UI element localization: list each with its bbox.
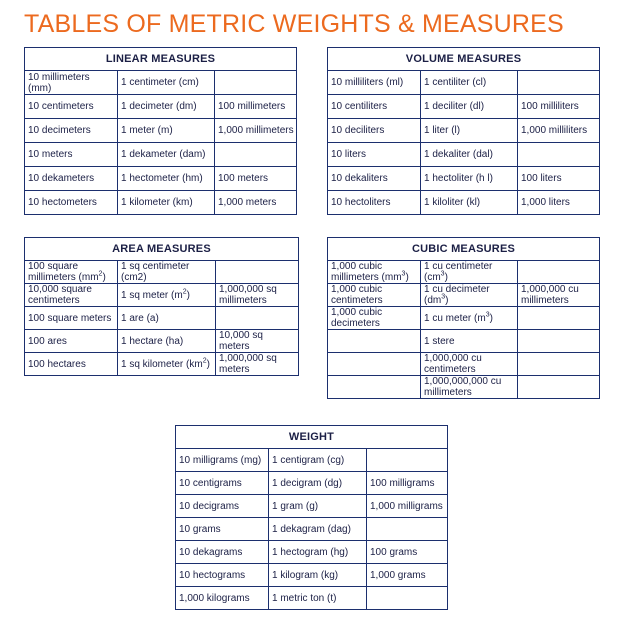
table-header: VOLUME MEASURES [328, 48, 600, 71]
table-cell [367, 518, 448, 541]
table-cell [518, 307, 600, 330]
table-row [328, 261, 600, 284]
table-cell: 1,000 liters [518, 191, 600, 215]
table-cell: 1,000,000 sq millimeters [216, 284, 299, 307]
table-row [328, 376, 600, 399]
table-row [176, 518, 448, 541]
table-cell: 10 dekagrams [176, 541, 269, 564]
table-cell: 10 milliliters (ml) [328, 71, 421, 95]
table-row [328, 307, 600, 330]
table-cell [421, 284, 518, 307]
cell-text: ) [102, 272, 106, 283]
table-row [25, 330, 299, 353]
superscript: 2 [182, 288, 187, 296]
table-cell: 10,000 square centimeters [25, 284, 118, 307]
table-row [328, 167, 600, 191]
table-cell: 10 liters [328, 143, 421, 167]
table-cell: 1 dekaliter (dal) [421, 143, 518, 167]
cell-text: ) [445, 295, 449, 306]
table-row [176, 564, 448, 587]
table-cell: 10 dekameters [25, 167, 118, 191]
table-cell: 10 centimeters [25, 95, 118, 119]
table-cell: 1 sq centimeter (cm2) [118, 261, 216, 284]
table-cell: 10,000 sq meters [216, 330, 299, 353]
table-cell: 10 hectometers [25, 191, 118, 215]
table-cell: 1,000 grams [367, 564, 448, 587]
table-cell: 1,000 cubic decimeters [328, 307, 421, 330]
table-cell [421, 307, 518, 330]
table-cell [367, 587, 448, 610]
table-cell: 1,000,000 cu millimeters [518, 284, 600, 307]
table-cell: 1 gram (g) [269, 495, 367, 518]
table-cell [518, 261, 600, 284]
table-cell: 100 millimeters [215, 95, 297, 119]
table-cell [328, 376, 421, 399]
table-cell: 1,000,000,000 cu millimeters [421, 376, 518, 399]
table-cell: 1 meter (m) [118, 119, 215, 143]
table-cell: 1 centimeter (cm) [118, 71, 215, 95]
table-cell: 10 decigrams [176, 495, 269, 518]
table-row [176, 587, 448, 610]
table-cell [215, 71, 297, 95]
table-cell: 100 square meters [25, 307, 118, 330]
table-cell [118, 353, 216, 376]
table-cell: 10 decimeters [25, 119, 118, 143]
table-row [25, 95, 297, 119]
superscript: 3 [440, 270, 445, 278]
table-cell [367, 449, 448, 472]
table-header: AREA MEASURES [25, 238, 299, 261]
table-cell: 1 centigram (cg) [269, 449, 367, 472]
superscript: 2 [98, 270, 103, 278]
superscript: 3 [441, 293, 446, 301]
table-cell: 1 hectogram (hg) [269, 541, 367, 564]
table-row [25, 119, 297, 143]
table-cell: 10 centigrams [176, 472, 269, 495]
table-cell: 10 deciliters [328, 119, 421, 143]
table-cell: 1,000 kilograms [176, 587, 269, 610]
table-cell: 10 grams [176, 518, 269, 541]
table-row [328, 143, 600, 167]
table-cell: 1 decimeter (dm) [118, 95, 215, 119]
table-cell: 1 hectoliter (h l) [421, 167, 518, 191]
table-cell [216, 307, 299, 330]
table-row [328, 71, 600, 95]
table-row [328, 191, 600, 215]
table-cell [328, 330, 421, 353]
table-row [25, 71, 297, 95]
table-cell: 10 milligrams (mg) [176, 449, 269, 472]
table-row [176, 495, 448, 518]
table-cell: 100 milliliters [518, 95, 600, 119]
table-cell [215, 143, 297, 167]
cubic-measures-table [327, 237, 600, 399]
table-header: CUBIC MEASURES [328, 238, 600, 261]
table-row [25, 191, 297, 215]
table-cell: 100 hectares [25, 353, 118, 376]
page-title: TABLES OF METRIC WEIGHTS & MEASURES [24, 10, 564, 38]
table-cell [518, 353, 600, 376]
table-cell: 1 hectare (ha) [118, 330, 216, 353]
table-row [25, 307, 299, 330]
table-cell: 1,000,000 sq meters [216, 353, 299, 376]
table-cell: 1 decigram (dg) [269, 472, 367, 495]
superscript: 3 [401, 270, 406, 278]
table-cell: 1 centiliter (cl) [421, 71, 518, 95]
table-row [176, 449, 448, 472]
cell-text: ) [489, 312, 493, 324]
cell-text: 1,000 cubic millimeters (mm [331, 261, 402, 283]
table-row [328, 353, 600, 376]
table-cell: 1 kilogram (kg) [269, 564, 367, 587]
table-cell: 1 kilometer (km) [118, 191, 215, 215]
table-cell: 1 stere [421, 330, 518, 353]
table-header: WEIGHT [176, 426, 448, 449]
cell-text: ) [206, 358, 210, 370]
table-cell [518, 71, 600, 95]
table-cell: 100 liters [518, 167, 600, 191]
cell-text: 1 cu meter (m [424, 312, 486, 324]
table-cell: 1,000 meters [215, 191, 297, 215]
table-cell: 1,000 milliliters [518, 119, 600, 143]
table-cell: 10 meters [25, 143, 118, 167]
table-row [25, 284, 299, 307]
table-row [328, 330, 600, 353]
table-row [328, 284, 600, 307]
table-cell: 10 dekaliters [328, 167, 421, 191]
linear-measures-table [24, 47, 297, 215]
cell-text: 1 sq meter (m [121, 289, 183, 301]
table-cell: 1 dekagram (dag) [269, 518, 367, 541]
table-cell: 1,000 milligrams [367, 495, 448, 518]
table-cell [118, 284, 216, 307]
superscript: 3 [485, 311, 490, 319]
superscript: 2 [202, 357, 207, 365]
table-row [25, 143, 297, 167]
cell-text: 1 cu decimeter (dm [424, 284, 490, 306]
table-cell: 10 hectograms [176, 564, 269, 587]
table-row [176, 472, 448, 495]
table-cell [518, 143, 600, 167]
table-cell: 1 metric ton (t) [269, 587, 367, 610]
table-cell: 1 deciliter (dl) [421, 95, 518, 119]
table-cell [518, 330, 600, 353]
table-row [328, 95, 600, 119]
table-cell: 10 centiliters [328, 95, 421, 119]
cell-text: ) [444, 272, 448, 283]
cell-text: ) [186, 289, 190, 301]
table-cell: 1 liter (l) [421, 119, 518, 143]
table-row [25, 261, 299, 284]
table-cell: 1,000 millimeters [215, 119, 297, 143]
table-cell [328, 261, 421, 284]
table-cell: 10 hectoliters [328, 191, 421, 215]
table-cell: 1 hectometer (hm) [118, 167, 215, 191]
table-cell: 1 kiloliter (kl) [421, 191, 518, 215]
table-cell: 10 millimeters (mm) [25, 71, 118, 95]
table-cell [421, 261, 518, 284]
table-cell: 1 dekameter (dam) [118, 143, 215, 167]
table-cell: 1,000 cubic centimeters [328, 284, 421, 307]
table-cell [25, 261, 118, 284]
table-cell: 100 milligrams [367, 472, 448, 495]
cell-text: 1 sq kilometer (km [121, 358, 203, 370]
area-measures-table [24, 237, 299, 376]
table-cell [328, 353, 421, 376]
table-cell [216, 261, 299, 284]
table-cell: 1,000,000 cu centimeters [421, 353, 518, 376]
cell-text: 1 cu centimeter (cm [424, 261, 493, 283]
weight-table [175, 425, 448, 610]
cell-text: ) [405, 272, 409, 283]
volume-measures-table [327, 47, 600, 215]
table-row [328, 119, 600, 143]
table-row [25, 167, 297, 191]
table-cell: 100 ares [25, 330, 118, 353]
table-cell: 100 grams [367, 541, 448, 564]
table-row [25, 353, 299, 376]
table-cell: 1 are (a) [118, 307, 216, 330]
table-header: LINEAR MEASURES [25, 48, 297, 71]
cell-text: 100 square millimeters (mm [28, 261, 99, 283]
table-cell [518, 376, 600, 399]
table-cell: 100 meters [215, 167, 297, 191]
table-row [176, 541, 448, 564]
